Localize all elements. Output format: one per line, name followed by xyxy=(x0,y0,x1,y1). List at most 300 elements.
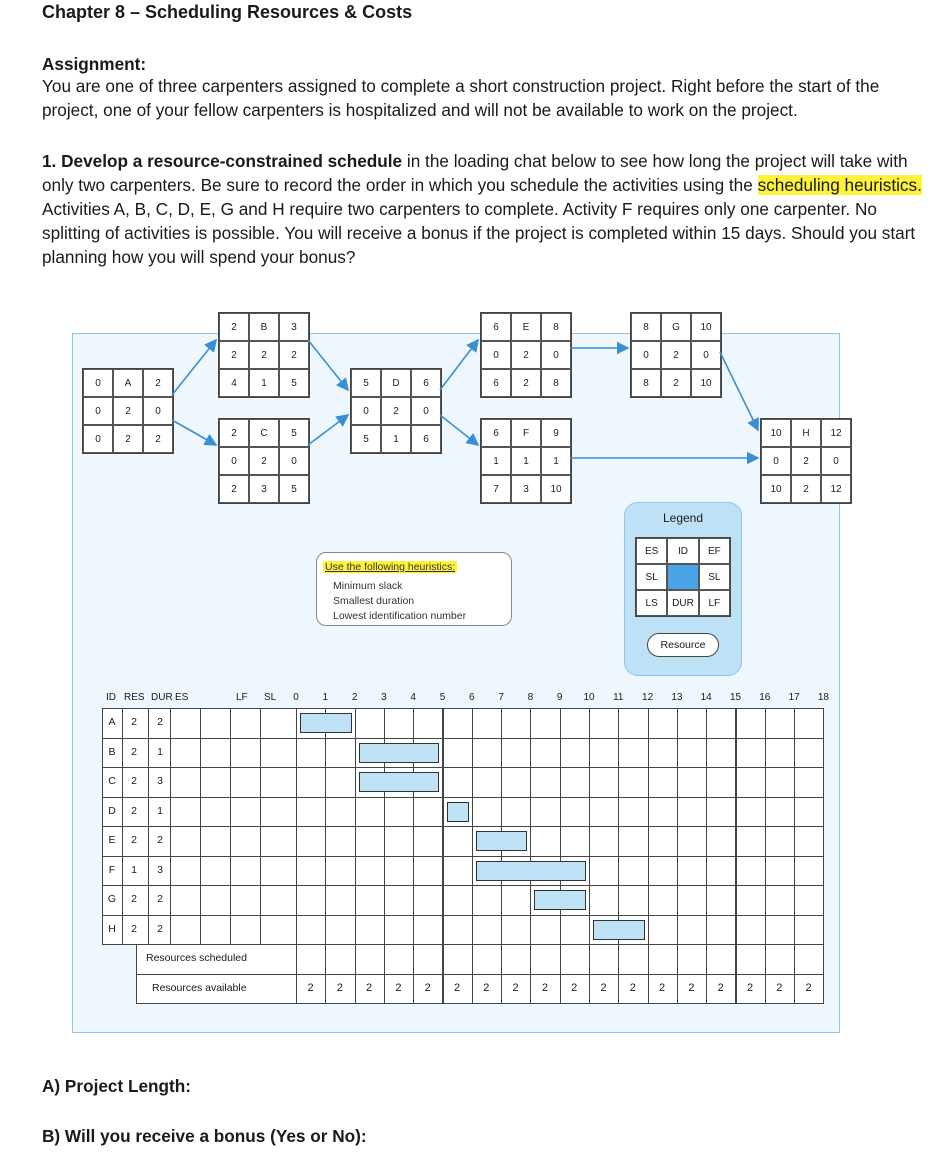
node-A xyxy=(82,368,174,454)
day-cell[interactable] xyxy=(706,915,736,946)
task-cell[interactable] xyxy=(230,797,261,828)
task-cell[interactable] xyxy=(260,797,297,828)
node-C-cell: 5 xyxy=(279,475,309,503)
resources-available-value: 2 xyxy=(424,981,431,994)
day-cell[interactable] xyxy=(794,826,824,857)
day-cell[interactable] xyxy=(296,856,326,887)
resources-scheduled-cell[interactable] xyxy=(472,944,502,975)
day-cell[interactable] xyxy=(443,826,473,857)
day-cell[interactable] xyxy=(589,708,619,739)
resources-scheduled-cell[interactable] xyxy=(296,944,326,975)
day-cell[interactable] xyxy=(501,738,531,769)
day-cell[interactable] xyxy=(794,797,824,828)
day-cell[interactable] xyxy=(413,708,443,739)
day-cell[interactable] xyxy=(765,885,795,916)
day-cell[interactable] xyxy=(677,708,707,739)
node-G-cell: 10 xyxy=(691,313,721,341)
resources-available-value: 2 xyxy=(659,981,666,994)
day-cell[interactable] xyxy=(443,738,473,769)
task-cell[interactable] xyxy=(230,856,261,887)
day-cell[interactable] xyxy=(677,767,707,798)
resources-scheduled-cell[interactable] xyxy=(706,944,736,975)
task-cell[interactable] xyxy=(170,885,201,916)
node-C-cell: 5 xyxy=(279,419,309,447)
day-cell[interactable] xyxy=(296,738,326,769)
task-dur: 2 xyxy=(157,716,163,728)
node-H-cell: 2 xyxy=(791,447,821,475)
task-cell[interactable] xyxy=(170,915,201,946)
question-1-highlight: scheduling heuristics. xyxy=(757,175,922,195)
day-cell[interactable] xyxy=(677,915,707,946)
resources-scheduled-cell[interactable] xyxy=(560,944,590,975)
task-cell[interactable] xyxy=(230,885,261,916)
day-cell[interactable] xyxy=(472,797,502,828)
resources-available-value: 2 xyxy=(571,981,578,994)
day-label: 9 xyxy=(556,692,563,703)
node-B-cell: 2 xyxy=(279,341,309,369)
resources-available-value: 2 xyxy=(805,981,812,994)
day-cell[interactable] xyxy=(443,856,473,887)
day-cell[interactable] xyxy=(530,826,560,857)
node-D-cell: 6 xyxy=(411,369,441,397)
node-E-cell: 0 xyxy=(481,341,511,369)
day-label: 7 xyxy=(498,692,504,703)
day-cell[interactable] xyxy=(765,826,795,857)
node-A-cell: 0 xyxy=(83,397,113,425)
day-cell[interactable] xyxy=(355,885,385,916)
task-cell[interactable] xyxy=(260,738,297,769)
node-F-cell: 9 xyxy=(541,419,571,447)
resources-scheduled-cell[interactable] xyxy=(413,944,443,975)
day-cell[interactable] xyxy=(501,797,531,828)
task-cell[interactable] xyxy=(260,856,297,887)
day-cell[interactable] xyxy=(765,915,795,946)
day-cell[interactable] xyxy=(560,826,590,857)
day-cell[interactable] xyxy=(765,738,795,769)
day-cell[interactable] xyxy=(296,767,326,798)
day-cell[interactable] xyxy=(355,826,385,857)
node-C-cell: 2 xyxy=(219,419,249,447)
task-dur: 2 xyxy=(157,893,163,905)
day-cell[interactable] xyxy=(530,767,560,798)
day-cell[interactable] xyxy=(560,708,590,739)
day-cell[interactable] xyxy=(648,826,678,857)
day-cell[interactable] xyxy=(618,797,648,828)
resources-scheduled-cell[interactable] xyxy=(530,944,560,975)
task-cell[interactable] xyxy=(200,885,231,916)
schedule-bar-B xyxy=(359,743,440,763)
day-cell[interactable] xyxy=(530,915,560,946)
task-dur: 1 xyxy=(157,804,163,817)
node-E-cell: 0 xyxy=(541,341,571,369)
day-cell[interactable] xyxy=(325,797,355,828)
resources-scheduled-cell[interactable] xyxy=(589,944,619,975)
task-cell[interactable] xyxy=(260,826,297,857)
day-cell[interactable] xyxy=(443,708,473,739)
node-H-cell: 10 xyxy=(761,475,791,503)
schedule-bar-F xyxy=(476,861,586,881)
resources-available-value: 2 xyxy=(453,981,461,994)
day-cell[interactable] xyxy=(794,708,824,739)
task-id: E xyxy=(108,834,116,846)
day-cell[interactable] xyxy=(501,708,531,739)
day-label: 4 xyxy=(410,692,416,703)
day-cell[interactable] xyxy=(560,767,590,798)
day-cell[interactable] xyxy=(443,767,473,798)
day-label: 0 xyxy=(293,692,299,703)
node-A-cell: 2 xyxy=(143,369,173,397)
day-cell[interactable] xyxy=(618,708,648,739)
day-cell[interactable] xyxy=(706,738,736,769)
node-H-cell: 0 xyxy=(821,447,851,475)
day-cell[interactable] xyxy=(384,708,414,739)
task-cell[interactable] xyxy=(260,885,297,916)
day-cell[interactable] xyxy=(706,885,736,916)
legend-cell: LF xyxy=(699,590,730,616)
day-cell[interactable] xyxy=(355,708,385,739)
node-C-cell: 0 xyxy=(279,447,309,475)
legend-resource: Resource xyxy=(647,633,719,657)
day-cell[interactable] xyxy=(413,915,443,946)
day-cell[interactable] xyxy=(677,738,707,769)
resources-scheduled-cell[interactable] xyxy=(648,944,678,975)
legend-box xyxy=(624,502,742,676)
node-F-cell: 1 xyxy=(541,447,571,475)
day-cell[interactable] xyxy=(384,826,414,857)
day-cell[interactable] xyxy=(413,797,443,828)
resources-scheduled-cell[interactable] xyxy=(355,944,385,975)
legend-cell xyxy=(667,564,698,590)
node-B-cell: 2 xyxy=(249,341,279,369)
day-cell[interactable] xyxy=(530,708,560,739)
task-cell[interactable] xyxy=(170,826,201,857)
day-cell[interactable] xyxy=(736,915,766,946)
question-1-text-a: in the loading chat below to see how long the project will take with only two carpenters. Be sure to record the order in which you schedule the activities using the xyxy=(42,151,908,195)
day-cell[interactable] xyxy=(618,738,648,769)
day-cell[interactable] xyxy=(530,797,560,828)
task-cell[interactable] xyxy=(230,708,261,739)
task-cell[interactable] xyxy=(200,915,231,946)
heuristic-item: Lowest identification number xyxy=(333,610,467,622)
node-D-cell: 5 xyxy=(351,369,381,397)
legend-cell: SL xyxy=(636,564,667,590)
node-G-cell: G xyxy=(661,313,691,341)
node-H-cell: 10 xyxy=(761,419,791,447)
node-G-cell: 0 xyxy=(691,341,721,369)
node-F xyxy=(480,418,572,504)
day-cell[interactable] xyxy=(384,797,414,828)
day-cell[interactable] xyxy=(384,915,414,946)
day-cell[interactable] xyxy=(384,885,414,916)
col-header-es: ES xyxy=(175,692,189,703)
task-cell[interactable] xyxy=(170,767,201,798)
day-label: 2 xyxy=(351,692,358,703)
resources-available-value: 2 xyxy=(395,981,402,994)
node-D-cell: 5 xyxy=(351,425,381,453)
day-cell[interactable] xyxy=(736,856,766,887)
node-E-cell: 6 xyxy=(481,369,511,397)
task-id: F xyxy=(108,863,116,876)
node-B-cell: 2 xyxy=(219,313,249,341)
day-cell[interactable] xyxy=(560,738,590,769)
task-cell[interactable] xyxy=(170,797,201,828)
day-cell[interactable] xyxy=(648,708,678,739)
day-cell[interactable] xyxy=(648,915,678,946)
task-cell[interactable] xyxy=(230,767,261,798)
node-E-cell: 2 xyxy=(511,341,541,369)
node-F-cell: 7 xyxy=(481,475,511,503)
day-cell[interactable] xyxy=(794,738,824,769)
day-cell[interactable] xyxy=(618,856,648,887)
heuristic-item: Minimum slack xyxy=(333,580,403,592)
day-cell[interactable] xyxy=(736,738,766,769)
day-cell[interactable] xyxy=(648,885,678,916)
node-B-cell: B xyxy=(249,313,279,341)
day-label: 6 xyxy=(469,692,475,703)
day-cell[interactable] xyxy=(472,915,502,946)
node-D xyxy=(350,368,442,454)
day-cell[interactable] xyxy=(296,885,326,916)
day-cell[interactable] xyxy=(589,856,619,887)
day-cell[interactable] xyxy=(472,738,502,769)
resources-scheduled-cell[interactable] xyxy=(794,944,824,975)
schedule-bar-E xyxy=(476,831,528,851)
day-cell[interactable] xyxy=(648,767,678,798)
task-id: H xyxy=(108,922,116,935)
resources-available-value: 2 xyxy=(746,981,754,994)
day-cell[interactable] xyxy=(589,738,619,769)
col-header-id: ID xyxy=(106,692,116,703)
node-A-cell: 0 xyxy=(143,397,173,425)
node-H-cell: H xyxy=(791,419,821,447)
day-cell[interactable] xyxy=(443,915,473,946)
day-cell[interactable] xyxy=(706,708,736,739)
node-A-cell: 2 xyxy=(113,425,143,453)
task-cell[interactable] xyxy=(200,856,231,887)
resources-available-label: Resources available xyxy=(152,981,247,994)
day-cell[interactable] xyxy=(413,856,443,887)
day-cell[interactable] xyxy=(618,767,648,798)
day-label: 17 xyxy=(788,692,800,703)
assignment-heading: Assignment: xyxy=(42,54,147,74)
day-cell[interactable] xyxy=(501,885,531,916)
node-H-cell: 12 xyxy=(821,419,851,447)
day-label: 1 xyxy=(322,692,329,703)
node-B-cell: 2 xyxy=(219,341,249,369)
node-A-cell: 2 xyxy=(143,425,173,453)
node-E-cell: 8 xyxy=(541,369,571,397)
day-cell[interactable] xyxy=(706,856,736,887)
day-cell[interactable] xyxy=(677,856,707,887)
day-cell[interactable] xyxy=(589,885,619,916)
node-A-cell: A xyxy=(113,369,143,397)
day-cell[interactable] xyxy=(472,767,502,798)
task-cell[interactable] xyxy=(170,856,201,887)
legend-cell: SL xyxy=(699,564,730,590)
day-label: 3 xyxy=(381,692,387,703)
day-cell[interactable] xyxy=(765,797,795,828)
schedule-bar-G xyxy=(534,890,586,910)
day-cell[interactable] xyxy=(560,797,590,828)
day-label: 18 xyxy=(817,692,829,703)
resources-scheduled-cell[interactable] xyxy=(325,944,355,975)
day-cell[interactable] xyxy=(325,885,355,916)
heuristics-box xyxy=(316,552,512,626)
task-cell[interactable] xyxy=(260,915,297,946)
task-cell[interactable] xyxy=(200,738,231,769)
day-cell[interactable] xyxy=(413,826,443,857)
task-cell[interactable] xyxy=(230,826,261,857)
day-cell[interactable] xyxy=(325,767,355,798)
day-cell[interactable] xyxy=(296,797,326,828)
task-id: D xyxy=(108,804,116,817)
day-cell[interactable] xyxy=(355,797,385,828)
schedule-bar-D xyxy=(447,802,469,822)
day-cell[interactable] xyxy=(648,856,678,887)
node-D-cell: D xyxy=(381,369,411,397)
node-F-cell: 10 xyxy=(541,475,571,503)
day-cell[interactable] xyxy=(384,856,414,887)
task-dur: 2 xyxy=(157,922,163,935)
day-cell[interactable] xyxy=(736,708,766,739)
day-cell[interactable] xyxy=(677,885,707,916)
node-E-cell: 8 xyxy=(541,313,571,341)
node-A-cell: 0 xyxy=(83,425,113,453)
node-C-cell: C xyxy=(249,419,279,447)
resources-scheduled-cell[interactable] xyxy=(736,944,766,975)
resources-scheduled-cell[interactable] xyxy=(677,944,707,975)
task-cell[interactable] xyxy=(170,738,201,769)
node-G xyxy=(630,312,722,398)
day-cell[interactable] xyxy=(325,915,355,946)
day-cell[interactable] xyxy=(736,885,766,916)
task-cell[interactable] xyxy=(200,826,231,857)
day-cell[interactable] xyxy=(765,708,795,739)
day-cell[interactable] xyxy=(706,826,736,857)
task-cell[interactable] xyxy=(200,767,231,798)
task-cell[interactable] xyxy=(170,708,201,739)
resources-available-value: 2 xyxy=(629,981,636,994)
day-cell[interactable] xyxy=(706,767,736,798)
day-cell[interactable] xyxy=(589,797,619,828)
task-res: 2 xyxy=(131,775,137,787)
day-cell[interactable] xyxy=(472,708,502,739)
question-1-lead: 1. Develop a resource-constrained schedule xyxy=(42,151,403,171)
node-B-cell: 5 xyxy=(279,369,309,397)
node-D-cell: 0 xyxy=(411,397,441,425)
day-cell[interactable] xyxy=(472,885,502,916)
resources-available-value: 2 xyxy=(336,981,343,994)
day-cell[interactable] xyxy=(296,915,326,946)
day-cell[interactable] xyxy=(736,797,766,828)
day-cell[interactable] xyxy=(765,856,795,887)
node-D-cell: 6 xyxy=(411,425,441,453)
day-cell[interactable] xyxy=(355,856,385,887)
task-cell[interactable] xyxy=(230,738,261,769)
answer-a: A) Project Length: xyxy=(42,1076,191,1096)
resources-scheduled-cell[interactable] xyxy=(501,944,531,975)
day-cell[interactable] xyxy=(443,885,473,916)
node-H xyxy=(760,418,852,504)
resources-available-value: 2 xyxy=(717,981,724,994)
task-dur: 2 xyxy=(157,834,163,846)
day-cell[interactable] xyxy=(736,826,766,857)
task-cell[interactable] xyxy=(230,915,261,946)
resources-scheduled-cell[interactable] xyxy=(618,944,648,975)
task-dur: 3 xyxy=(157,775,163,787)
resources-scheduled-cell[interactable] xyxy=(384,944,414,975)
task-id: G xyxy=(107,893,117,905)
day-cell[interactable] xyxy=(765,767,795,798)
task-cell[interactable] xyxy=(260,708,297,739)
day-cell[interactable] xyxy=(413,885,443,916)
resources-scheduled-cell[interactable] xyxy=(765,944,795,975)
task-cell[interactable] xyxy=(200,708,231,739)
day-cell[interactable] xyxy=(706,797,736,828)
day-cell[interactable] xyxy=(355,915,385,946)
task-dur: 1 xyxy=(157,745,163,758)
day-cell[interactable] xyxy=(501,767,531,798)
legend-cell: ES xyxy=(636,538,667,564)
day-cell[interactable] xyxy=(794,915,824,946)
day-cell[interactable] xyxy=(736,767,766,798)
resources-scheduled-label: Resources scheduled xyxy=(146,952,247,964)
day-cell[interactable] xyxy=(589,826,619,857)
day-cell[interactable] xyxy=(618,885,648,916)
node-B-cell: 1 xyxy=(249,369,279,397)
day-cell[interactable] xyxy=(560,915,590,946)
node-E-cell: 6 xyxy=(481,313,511,341)
node-G-cell: 10 xyxy=(691,369,721,397)
task-id: C xyxy=(108,775,116,787)
day-cell[interactable] xyxy=(325,826,355,857)
node-D-cell: 0 xyxy=(351,397,381,425)
day-cell[interactable] xyxy=(530,738,560,769)
day-cell[interactable] xyxy=(648,797,678,828)
task-cell[interactable] xyxy=(260,767,297,798)
day-cell[interactable] xyxy=(794,856,824,887)
day-cell[interactable] xyxy=(794,767,824,798)
day-cell[interactable] xyxy=(501,915,531,946)
day-cell[interactable] xyxy=(325,856,355,887)
day-cell[interactable] xyxy=(589,767,619,798)
day-cell[interactable] xyxy=(794,885,824,916)
resources-available-value: 2 xyxy=(307,981,314,994)
resources-scheduled-cell[interactable] xyxy=(443,944,473,975)
node-E-cell: E xyxy=(511,313,541,341)
heuristic-item: Smallest duration xyxy=(333,595,415,607)
day-cell[interactable] xyxy=(648,738,678,769)
legend-node xyxy=(635,537,731,617)
day-cell[interactable] xyxy=(677,797,707,828)
day-cell[interactable] xyxy=(296,826,326,857)
day-cell[interactable] xyxy=(325,738,355,769)
task-res: 2 xyxy=(131,716,137,728)
task-res: 2 xyxy=(131,893,137,905)
node-A-cell: 2 xyxy=(113,397,143,425)
resources-available-value: 2 xyxy=(366,981,373,994)
day-cell[interactable] xyxy=(677,826,707,857)
col-header-dur: DUR xyxy=(151,692,173,703)
schedule-bar-H xyxy=(593,920,645,940)
resources-available-value: 2 xyxy=(541,981,548,994)
node-E-cell: 2 xyxy=(511,369,541,397)
day-cell[interactable] xyxy=(618,826,648,857)
node-H-cell: 12 xyxy=(821,475,851,503)
task-cell[interactable] xyxy=(200,797,231,828)
col-header-lf: LF xyxy=(236,692,248,703)
task-res: 2 xyxy=(131,745,137,758)
